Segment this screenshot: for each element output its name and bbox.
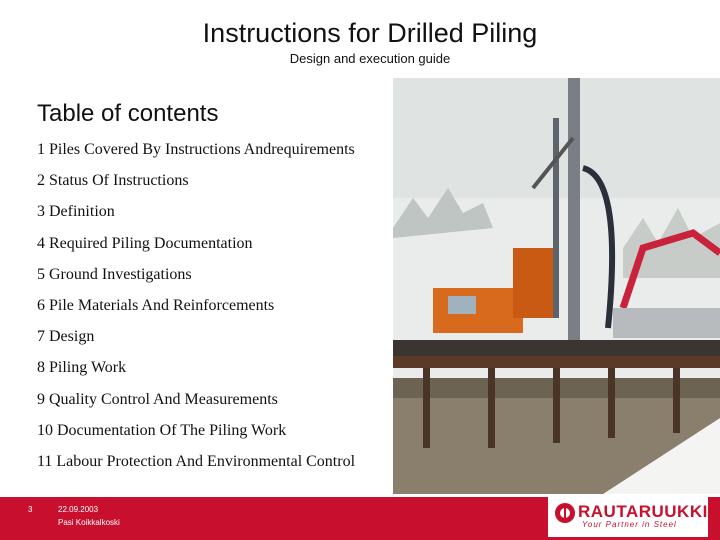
toc-item: 8 Piling Work	[37, 359, 127, 377]
toc-item: 3 Definition	[37, 203, 115, 221]
toc-item: 10 Documentation Of The Piling Work	[37, 421, 287, 439]
toc-item: 6 Pile Materials And Reinforcements	[37, 296, 275, 314]
toc-heading: Table of contents	[37, 100, 219, 127]
rautaruukki-logo-icon	[554, 502, 576, 524]
toc-list	[37, 138, 355, 481]
toc-item: 11 Labour Protection And Environmental Control	[37, 452, 356, 470]
slide-title: Instructions for Drilled Piling	[202, 18, 538, 48]
toc-item: 4 Required Piling Documentation	[37, 234, 253, 252]
toc-item: 5 Ground Investigations	[37, 265, 192, 283]
logo-name: RAUTARUUKKI	[578, 502, 708, 521]
toc-item: 9 Quality Control And Measurements	[37, 390, 278, 408]
logo-tagline: Your Partner in Steel	[582, 520, 677, 529]
footer-date: 22.09.2003	[58, 505, 99, 514]
page-number: 3	[28, 505, 33, 514]
toc-item: 2 Status Of Instructions	[37, 172, 189, 190]
footer-author: Pasi Koikkalkoski	[58, 518, 120, 527]
toc-item: 1 Piles Covered By Instructions Andrequirements	[37, 141, 355, 158]
company-logo	[548, 497, 708, 537]
toc-item: 7 Design	[37, 328, 95, 346]
slide-subtitle: Design and execution guide	[289, 51, 451, 66]
drilling-rig-photo	[393, 78, 720, 494]
